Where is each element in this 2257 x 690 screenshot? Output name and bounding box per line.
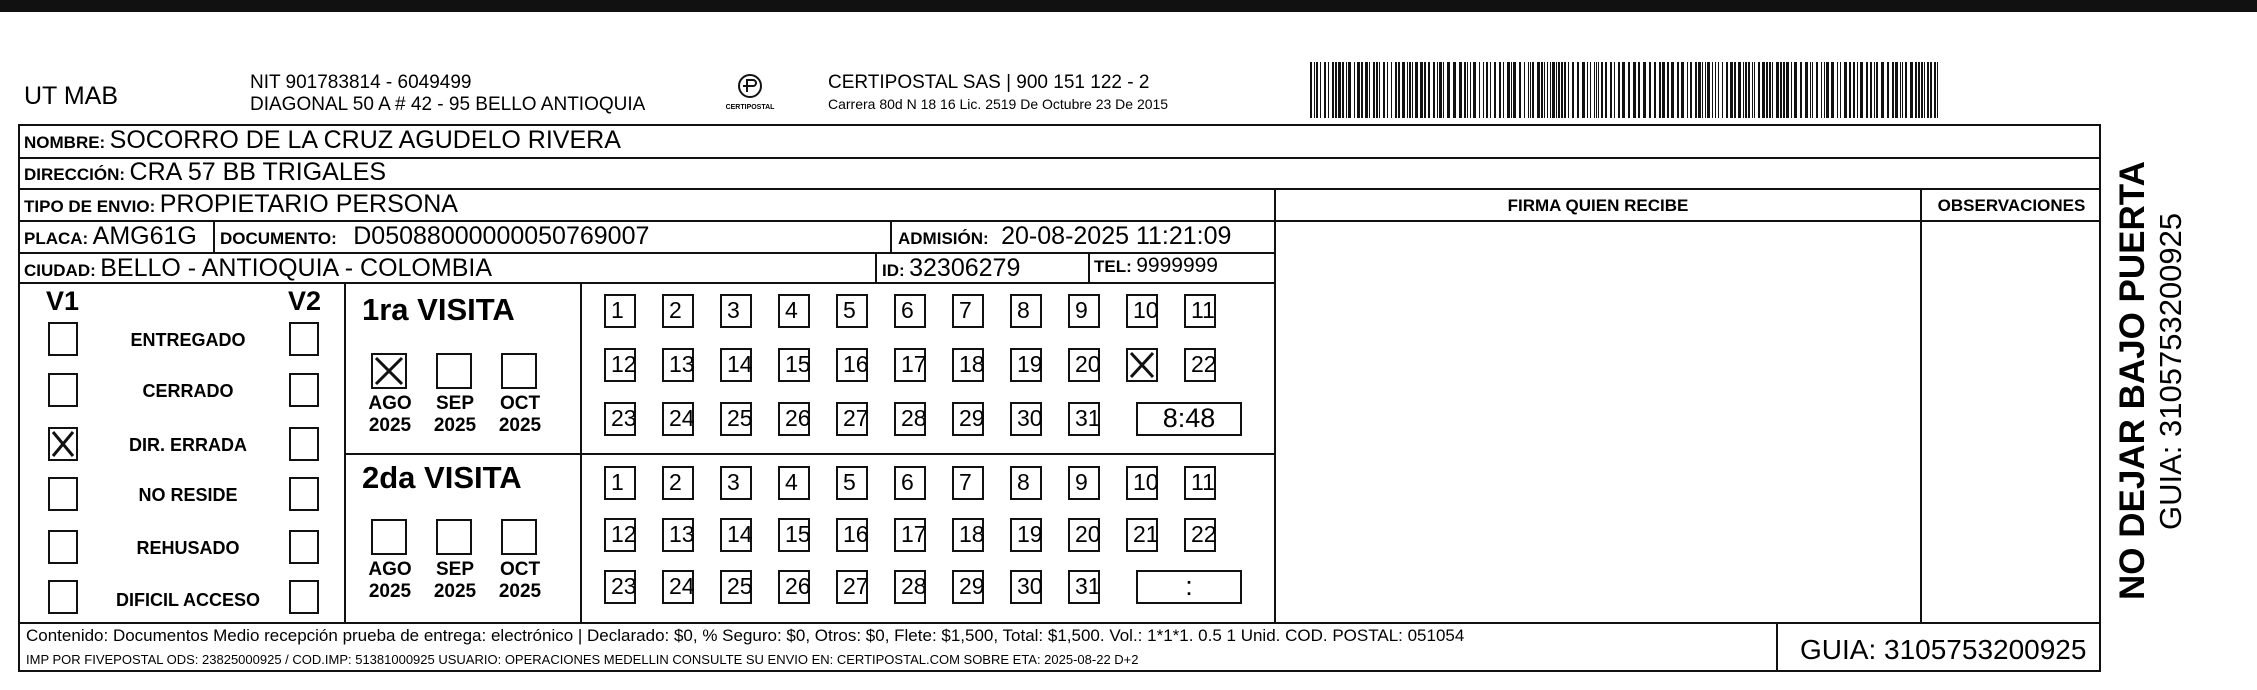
visit2-day-22[interactable]: 22	[1184, 518, 1216, 552]
visit2-day-12[interactable]: 12	[604, 518, 636, 552]
address-row	[24, 158, 386, 187]
visit2-month-label: SEP	[435, 559, 475, 580]
visit2-day-1[interactable]: 1	[604, 466, 636, 500]
name-value: SOCORRO DE LA CRUZ AGUDELO RIVERA	[109, 126, 621, 154]
visit1-day-28[interactable]: 28	[894, 402, 926, 436]
visit2-month-checkbox-1[interactable]	[371, 519, 407, 555]
document-label: DOCUMENTO:	[220, 229, 337, 248]
visit2-day-29[interactable]: 29	[952, 570, 984, 604]
type-label: TIPO DE ENVIO:	[24, 197, 156, 216]
visit2-day-26[interactable]: 26	[778, 570, 810, 604]
visit2-month-label: AGO	[368, 559, 412, 580]
row-divider	[1920, 220, 2101, 222]
name-label: NOMBRE:	[24, 133, 106, 152]
tel-row	[1094, 254, 1218, 278]
carrier-logo	[722, 70, 778, 122]
visit1-day-1[interactable]: 1	[604, 294, 636, 328]
visit2-day-28[interactable]: 28	[894, 570, 926, 604]
v2-checkbox-3[interactable]	[289, 427, 319, 461]
tel-value: 9999999	[1136, 254, 1218, 277]
visit-divider	[344, 453, 1274, 455]
city-value: BELLO - ANTIOQUIA - COLOMBIA	[100, 254, 492, 282]
column-divider	[875, 252, 877, 282]
visit2-day-30[interactable]: 30	[1010, 570, 1042, 604]
visit2-day-24[interactable]: 24	[662, 570, 694, 604]
footer-guia: GUIA: 3105753200925	[1800, 634, 2087, 665]
visit1-day-10[interactable]: 10	[1126, 294, 1158, 328]
visit2-day-11[interactable]: 11	[1184, 466, 1216, 500]
v2-checkbox-6[interactable]	[289, 580, 319, 614]
visit1-month-checkbox-2[interactable]	[436, 353, 472, 389]
status-label: ENTREGADO	[130, 330, 246, 350]
visit2-day-6[interactable]: 6	[894, 466, 926, 500]
visit1-day-23[interactable]: 23	[604, 402, 636, 436]
visit2-day-25[interactable]: 25	[720, 570, 752, 604]
v1-checkbox-5[interactable]	[48, 530, 78, 564]
visit2-year-label: 2025	[368, 581, 412, 602]
plate-value: AMG61G	[92, 222, 197, 250]
id-value: 32306279	[909, 254, 1021, 282]
v1-checkbox-4[interactable]	[48, 477, 78, 511]
visit2-day-10[interactable]: 10	[1126, 466, 1158, 500]
company-name: UT MAB	[24, 82, 118, 110]
visit1-month-checkbox-3[interactable]	[501, 353, 537, 389]
visit2-month-checkbox-3[interactable]	[501, 519, 537, 555]
visit1-day-9[interactable]: 9	[1068, 294, 1100, 328]
v2-checkbox-2[interactable]	[289, 373, 319, 407]
address-value: CRA 57 BB TRIGALES	[129, 158, 387, 186]
visit2-day-9[interactable]: 9	[1068, 466, 1100, 500]
visit2-day-7[interactable]: 7	[952, 466, 984, 500]
visit1-day-11[interactable]: 11	[1184, 294, 1216, 328]
barcode	[1310, 62, 1942, 118]
visit2-day-15[interactable]: 15	[778, 518, 810, 552]
v1-checkbox-3[interactable]	[48, 427, 78, 461]
visit1-year-label: 2025	[433, 415, 477, 436]
visit1-day-2[interactable]: 2	[662, 294, 694, 328]
visit1-day-31[interactable]: 31	[1068, 402, 1100, 436]
tel-label: TEL:	[1094, 257, 1132, 276]
visit1-day-3[interactable]: 3	[720, 294, 752, 328]
name-row	[24, 126, 621, 155]
visit2-day-20[interactable]: 20	[1068, 518, 1100, 552]
status-label: CERRADO	[142, 381, 234, 401]
visit1-month-checkbox-1[interactable]	[371, 353, 407, 389]
visit2-day-27[interactable]: 27	[836, 570, 868, 604]
visit1-day-22[interactable]: 22	[1184, 348, 1216, 382]
admission-row	[898, 222, 1231, 251]
visit1-month-label: SEP	[435, 393, 475, 414]
column-divider	[1920, 188, 1922, 622]
side-warning: NO DEJAR BAJO PUERTA	[2113, 161, 2152, 600]
visit2-title: 2da VISITA	[362, 460, 522, 495]
column-divider	[1274, 188, 1276, 622]
visit2-day-5[interactable]: 5	[836, 466, 868, 500]
type-row	[24, 190, 458, 219]
row-divider	[18, 622, 2101, 624]
type-value: PROPIETARIO PERSONA	[159, 190, 458, 218]
visit1-day-8[interactable]: 8	[1010, 294, 1042, 328]
visit1-title: 1ra VISITA	[362, 292, 515, 327]
v2-label: V2	[288, 286, 322, 316]
visit1-day-26[interactable]: 26	[778, 402, 810, 436]
visit1-day-6[interactable]: 6	[894, 294, 926, 328]
document-value: D05088000000050769007	[353, 222, 650, 250]
visit1-day-16[interactable]: 16	[836, 348, 868, 382]
visit2-day-31[interactable]: 31	[1068, 570, 1100, 604]
carrier-address: Carrera 80d N 18 16 Lic. 2519 De Octubre 23 De 2015	[828, 96, 1169, 112]
top-border-line	[0, 0, 2257, 12]
status-label: NO RESIDE	[138, 485, 238, 505]
visit1-month-label: OCT	[499, 393, 541, 414]
visit2-year-label: 2025	[498, 581, 542, 602]
id-row	[882, 254, 1020, 283]
visit1-day-17[interactable]: 17	[894, 348, 926, 382]
signature-header: FIRMA QUIEN RECIBE	[1507, 196, 1689, 215]
admission-label: ADMISIÓN:	[898, 229, 989, 248]
carrier-name: CERTIPOSTAL SAS | 900 151 122 - 2	[828, 72, 1150, 93]
visit1-day-25[interactable]: 25	[720, 402, 752, 436]
address-label: DIRECCIÓN:	[24, 165, 126, 184]
visit1-day-15[interactable]: 15	[778, 348, 810, 382]
visit2-day-18[interactable]: 18	[952, 518, 984, 552]
city-label: CIUDAD:	[24, 261, 96, 280]
visit1-time-box[interactable]: 8:48	[1136, 402, 1242, 436]
city-row	[24, 254, 492, 283]
visit2-year-label: 2025	[433, 581, 477, 602]
visit1-day-12[interactable]: 12	[604, 348, 636, 382]
company-address: DIAGONAL 50 A # 42 - 95 BELLO ANTIOQUIA	[250, 94, 646, 115]
visit1-day-24[interactable]: 24	[662, 402, 694, 436]
side-guia: GUIA: 3105753200925	[2153, 212, 2188, 530]
visit2-day-14[interactable]: 14	[720, 518, 752, 552]
v2-checkbox-1[interactable]	[289, 322, 319, 356]
visit2-day-21[interactable]: 21	[1126, 518, 1158, 552]
status-label: REHUSADO	[136, 538, 240, 558]
visit2-day-8[interactable]: 8	[1010, 466, 1042, 500]
visit1-day-14[interactable]: 14	[720, 348, 752, 382]
visit1-day-4[interactable]: 4	[778, 294, 810, 328]
v1-checkbox-2[interactable]	[48, 373, 78, 407]
visit1-day-30[interactable]: 30	[1010, 402, 1042, 436]
footer-contents: Contenido: Documentos Medio recepción prueba de entrega: electrónico | Declarado: $0, % Seguro: $0, Otros: $0, Flete: $1,500, Total: $1,500. Vol.: 1*1*1. 0.5 1 Unid. COD. POSTAL: 051054	[26, 626, 1465, 645]
visit1-day-21[interactable]	[1126, 348, 1158, 382]
document-row	[220, 222, 649, 251]
visit2-day-3[interactable]: 3	[720, 466, 752, 500]
v2-checkbox-5[interactable]	[289, 530, 319, 564]
v1-checkbox-6[interactable]	[48, 580, 78, 614]
column-divider	[890, 220, 892, 252]
visit2-time-box[interactable]: :	[1136, 570, 1242, 604]
column-divider	[1088, 252, 1090, 282]
visit2-month-label: OCT	[499, 559, 541, 580]
v1-checkbox-1[interactable]	[48, 322, 78, 356]
company-nit: NIT 901783814 - 6049499	[250, 72, 472, 93]
visit2-day-23[interactable]: 23	[604, 570, 636, 604]
visit2-day-17[interactable]: 17	[894, 518, 926, 552]
visit2-day-16[interactable]: 16	[836, 518, 868, 552]
visit2-month-checkbox-2[interactable]	[436, 519, 472, 555]
plate-row	[24, 222, 197, 251]
footer-print-info: IMP POR FIVEPOSTAL ODS: 23825000925 / COD.IMP: 51381000925 USUARIO: OPERACIONES MEDELLIN CONSULTE SU ENVIO EN: CERTIPOSTAL.COM SOBRE ETA: 2025-08-22 D+2	[26, 652, 1139, 667]
v2-checkbox-4[interactable]	[289, 477, 319, 511]
visit1-day-27[interactable]: 27	[836, 402, 868, 436]
visit2-day-4[interactable]: 4	[778, 466, 810, 500]
column-divider	[213, 220, 215, 252]
admission-value: 20-08-2025 11:21:09	[1001, 222, 1232, 250]
plate-label: PLACA:	[24, 229, 89, 248]
visit1-day-29[interactable]: 29	[952, 402, 984, 436]
visit1-day-7[interactable]: 7	[952, 294, 984, 328]
visit2-day-2[interactable]: 2	[662, 466, 694, 500]
visit1-day-18[interactable]: 18	[952, 348, 984, 382]
status-label: DIR. ERRADA	[128, 435, 247, 455]
visit1-month-label: AGO	[368, 393, 412, 414]
visit2-day-19[interactable]: 19	[1010, 518, 1042, 552]
carrier-logo-text: CERTIPOSTAL	[725, 104, 775, 111]
visit2-day-13[interactable]: 13	[662, 518, 694, 552]
visit1-year-label: 2025	[368, 415, 412, 436]
v1-label: V1	[46, 286, 80, 316]
visit1-day-19[interactable]: 19	[1010, 348, 1042, 382]
observations-header: OBSERVACIONES	[1937, 196, 2086, 215]
visit1-day-20[interactable]: 20	[1068, 348, 1100, 382]
visit1-day-5[interactable]: 5	[836, 294, 868, 328]
id-label: ID:	[882, 261, 905, 280]
column-divider	[1776, 622, 1778, 672]
visit1-year-label: 2025	[498, 415, 542, 436]
status-label: DIFICIL ACCESO	[115, 590, 260, 610]
visit1-day-13[interactable]: 13	[662, 348, 694, 382]
